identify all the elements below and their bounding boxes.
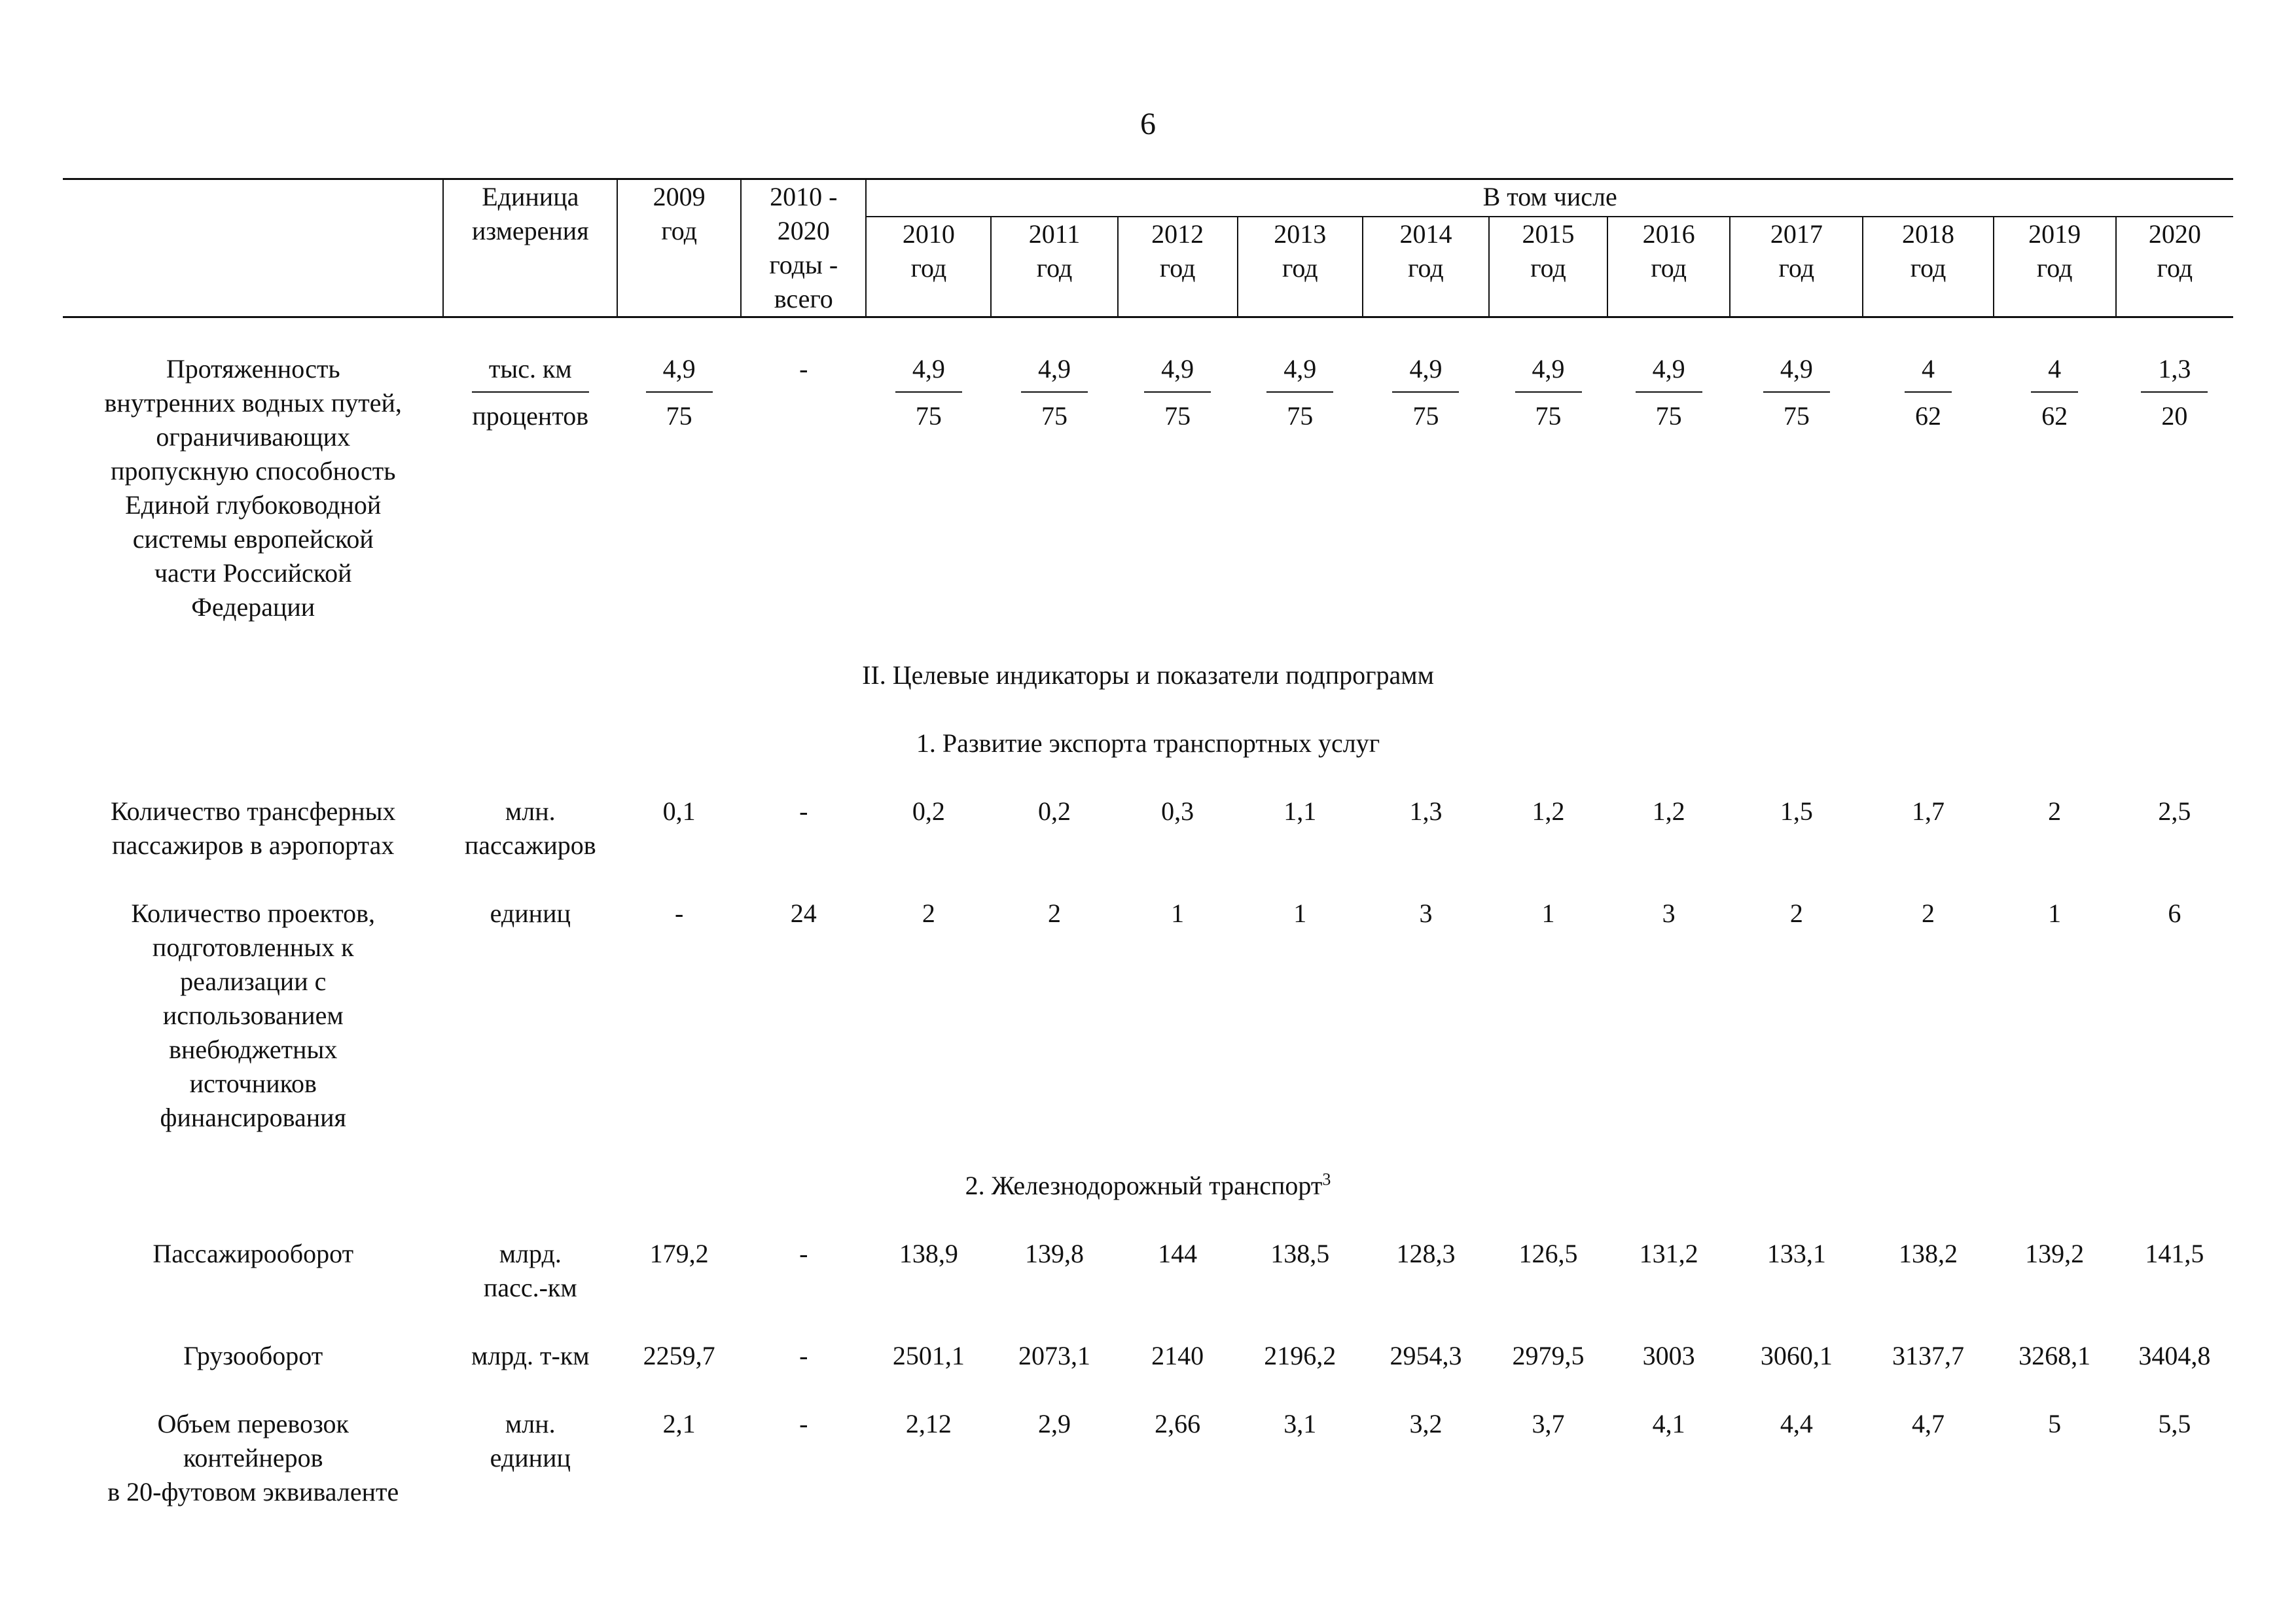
value-2020: 2,5 xyxy=(2158,796,2191,826)
row-spacer xyxy=(63,1135,2233,1169)
header-year-2012: 2012 год xyxy=(1118,217,1238,316)
value-2017: 3060,1 xyxy=(1760,1341,1833,1370)
value-2009: 2,1 xyxy=(662,1409,696,1438)
value-total: - xyxy=(799,354,808,383)
fraction-value: $\frac{\text{тыс. км}}{\text{процентов}}$ xyxy=(472,352,589,433)
row-spacer xyxy=(63,863,2233,897)
fraction-value: $\frac{4,9}{75}$ xyxy=(1515,352,1582,433)
value-2011 xyxy=(991,352,1117,624)
indicator-name: Количество проектов, подготовленных к реализации с использованием внебюджетных источников финансирования xyxy=(131,899,376,1132)
value-2019: 139,2 xyxy=(2025,1239,2085,1268)
value-2013: 2196,2 xyxy=(1264,1341,1336,1370)
row-passenger-turnover xyxy=(63,1237,2233,1305)
value-2015: 3,7 xyxy=(1532,1409,1565,1438)
value-2009 xyxy=(617,352,741,624)
value-2013: 1,1 xyxy=(1283,796,1317,826)
table-body xyxy=(63,317,2233,1510)
unit-cell: единиц xyxy=(490,899,571,928)
table-header xyxy=(63,179,2233,317)
value-2017: 133,1 xyxy=(1767,1239,1826,1268)
value-2012: 144 xyxy=(1158,1239,1198,1268)
row-transfer-passengers xyxy=(63,794,2233,863)
value-2010 xyxy=(866,352,991,624)
header-year-2020: 2020 год xyxy=(2148,219,2201,283)
unit-cell: млрд. пасс.-км xyxy=(483,1239,577,1302)
fraction-value: $\frac{4,9}{75}$ xyxy=(895,352,962,433)
fraction-value: $\frac{4}{62}$ xyxy=(2031,352,2078,433)
fraction-value: $\frac{4,9}{75}$ xyxy=(1266,352,1333,433)
unit-cell: млрд. т-км xyxy=(471,1341,590,1370)
value-2016 xyxy=(1607,352,1730,624)
indicator-name: Объем перевозок контейнеров в 20-футовом эквиваленте xyxy=(107,1409,399,1507)
fraction-value: $\frac{4,9}{75}$ xyxy=(1636,352,1702,433)
fraction-value: $\frac{4,9}{75}$ xyxy=(1763,352,1830,433)
value-2011: 2 xyxy=(1048,899,1062,928)
value-2018: 2 xyxy=(1922,899,1935,928)
value-2020: 5,5 xyxy=(2158,1409,2191,1438)
subsection-heading: 2. Железнодорожный транспорт$^3$ xyxy=(965,1169,1331,1200)
row-spacer xyxy=(63,1373,2233,1407)
header-year-2014: 2014 год xyxy=(1363,217,1489,316)
value-2016: 1,2 xyxy=(1652,796,1685,826)
fraction-value: $\frac{4,9}{75}$ xyxy=(646,352,713,433)
value-2011: 2073,1 xyxy=(1018,1341,1091,1370)
header-total: 2010 - 2020 годы - всего xyxy=(741,179,866,317)
fraction-value: $\frac{4,9}{75}$ xyxy=(1021,352,1088,433)
value-2013: 138,5 xyxy=(1270,1239,1330,1268)
value-2009: - xyxy=(674,899,684,928)
unit-cell: млн. пассажиров xyxy=(464,796,596,860)
value-2015 xyxy=(1489,352,1607,624)
fraction-value: $\frac{1,3}{20}$ xyxy=(2141,352,2208,433)
value-2015: 2979,5 xyxy=(1512,1341,1585,1370)
indicator-name: Протяженность внутренних водных путей, ограничивающих пропускную способность Единой глубоководной системы европейской части Российской Федерации xyxy=(104,354,402,622)
row-freight-turnover xyxy=(63,1339,2233,1373)
value-2019: 3268,1 xyxy=(2018,1341,2091,1370)
value-2014: 2954,3 xyxy=(1390,1341,1462,1370)
indicator-name: Грузооборот xyxy=(183,1341,323,1370)
value-2009: 2259,7 xyxy=(643,1341,715,1370)
subsection-heading: 1. Развитие экспорта транспортных услуг xyxy=(916,728,1380,758)
value-2018 xyxy=(1863,352,1993,624)
header-year-2013: 2013 год xyxy=(1238,217,1363,316)
value-2020: 3404,8 xyxy=(2138,1341,2211,1370)
unit-cell: млн. единиц xyxy=(490,1409,571,1472)
value-2013: 1 xyxy=(1293,899,1307,928)
value-total: - xyxy=(799,1341,808,1370)
value-2014: 1,3 xyxy=(1409,796,1443,826)
value-2019: 1 xyxy=(2048,899,2062,928)
header-year-2011: 2011 год xyxy=(991,217,1117,316)
value-2020 xyxy=(2116,352,2233,624)
value-2012: 2140 xyxy=(1151,1341,1204,1370)
header-year-2017: 2017 год xyxy=(1730,217,1863,316)
header-year-2019: 2019 год xyxy=(1994,217,2116,316)
row-projects xyxy=(63,897,2233,1135)
value-2017 xyxy=(1730,352,1863,624)
row-containers xyxy=(63,1407,2233,1509)
row-spacer xyxy=(63,760,2233,794)
header-year-2015: 2015 год xyxy=(1489,217,1607,316)
value-2014: 3 xyxy=(1419,899,1433,928)
value-2018: 138,2 xyxy=(1899,1239,1958,1268)
value-2019: 2 xyxy=(2048,796,2062,826)
value-2010: 2 xyxy=(922,899,935,928)
header-2009: 2009 год xyxy=(617,179,741,317)
value-2017: 2 xyxy=(1789,899,1803,928)
section-heading: II. Целевые индикаторы и показатели подпрограмм xyxy=(862,660,1434,690)
value-2020: 6 xyxy=(2168,899,2181,928)
value-2014: 128,3 xyxy=(1396,1239,1456,1268)
value-2016: 3 xyxy=(1662,899,1676,928)
header-unit: Единица измерения xyxy=(443,179,617,317)
header-year-2010: 2010 год xyxy=(866,217,991,316)
row-spacer xyxy=(63,692,2233,726)
row-spacer xyxy=(63,624,2233,658)
value-2016: 4,1 xyxy=(1652,1409,1685,1438)
fraction-value: $\frac{4,9}{75}$ xyxy=(1144,352,1211,433)
value-2010: 2,12 xyxy=(905,1409,952,1438)
value-total: 24 xyxy=(790,899,817,928)
value-2018: 3137,7 xyxy=(1892,1341,1965,1370)
value-2014: 3,2 xyxy=(1409,1409,1443,1438)
value-total: - xyxy=(799,1239,808,1268)
value-2013: 3,1 xyxy=(1283,1409,1317,1438)
row-spacer xyxy=(63,317,2233,353)
row-waterways xyxy=(63,352,2233,624)
value-2015: 1 xyxy=(1541,899,1555,928)
value-2018: 4,7 xyxy=(1912,1409,1945,1438)
header-indicator-blank xyxy=(63,179,443,317)
value-2010: 2501,1 xyxy=(892,1341,965,1370)
value-2019 xyxy=(1994,352,2116,624)
value-2014 xyxy=(1363,352,1489,624)
value-2012: 2,66 xyxy=(1155,1409,1201,1438)
indicators-table xyxy=(63,178,2233,1509)
value-total: - xyxy=(799,796,808,826)
header-group-including: В том числе xyxy=(866,179,2233,217)
page-number: 6 xyxy=(1140,107,1156,141)
fraction-value: $\frac{4}{62}$ xyxy=(1905,352,1952,433)
value-2010: 0,2 xyxy=(912,796,945,826)
value-2011: 2,9 xyxy=(1038,1409,1071,1438)
value-2010: 138,9 xyxy=(899,1239,958,1268)
value-2016: 131,2 xyxy=(1639,1239,1698,1268)
indicator-name: Пассажирооборот xyxy=(152,1239,354,1268)
header-year-2016: 2016 год xyxy=(1607,217,1730,316)
value-2011: 0,2 xyxy=(1038,796,1071,826)
row-spacer xyxy=(63,1203,2233,1237)
indicator-name: Количество трансферных пассажиров в аэропортах xyxy=(110,796,396,860)
value-2009: 179,2 xyxy=(649,1239,709,1268)
footnote-mark: 3 xyxy=(1322,1169,1331,1189)
value-2013 xyxy=(1238,352,1363,624)
value-2020: 141,5 xyxy=(2145,1239,2204,1268)
header-year-2018: 2018 год xyxy=(1863,217,1993,316)
value-2012: 1 xyxy=(1171,899,1185,928)
value-2012 xyxy=(1118,352,1238,624)
value-2015: 1,2 xyxy=(1532,796,1565,826)
row-spacer xyxy=(63,1305,2233,1339)
value-2009: 0,1 xyxy=(662,796,696,826)
value-2015: 126,5 xyxy=(1518,1239,1578,1268)
value-2017: 1,5 xyxy=(1780,796,1813,826)
value-2017: 4,4 xyxy=(1780,1409,1813,1438)
fraction-value: $\frac{4,9}{75}$ xyxy=(1392,352,1459,433)
value-2018: 1,7 xyxy=(1912,796,1945,826)
unit-cell xyxy=(443,352,617,624)
value-2016: 3003 xyxy=(1642,1341,1695,1370)
value-2012: 0,3 xyxy=(1161,796,1194,826)
value-2011: 139,8 xyxy=(1025,1239,1085,1268)
value-2019: 5 xyxy=(2048,1409,2062,1438)
value-total: - xyxy=(799,1409,808,1438)
